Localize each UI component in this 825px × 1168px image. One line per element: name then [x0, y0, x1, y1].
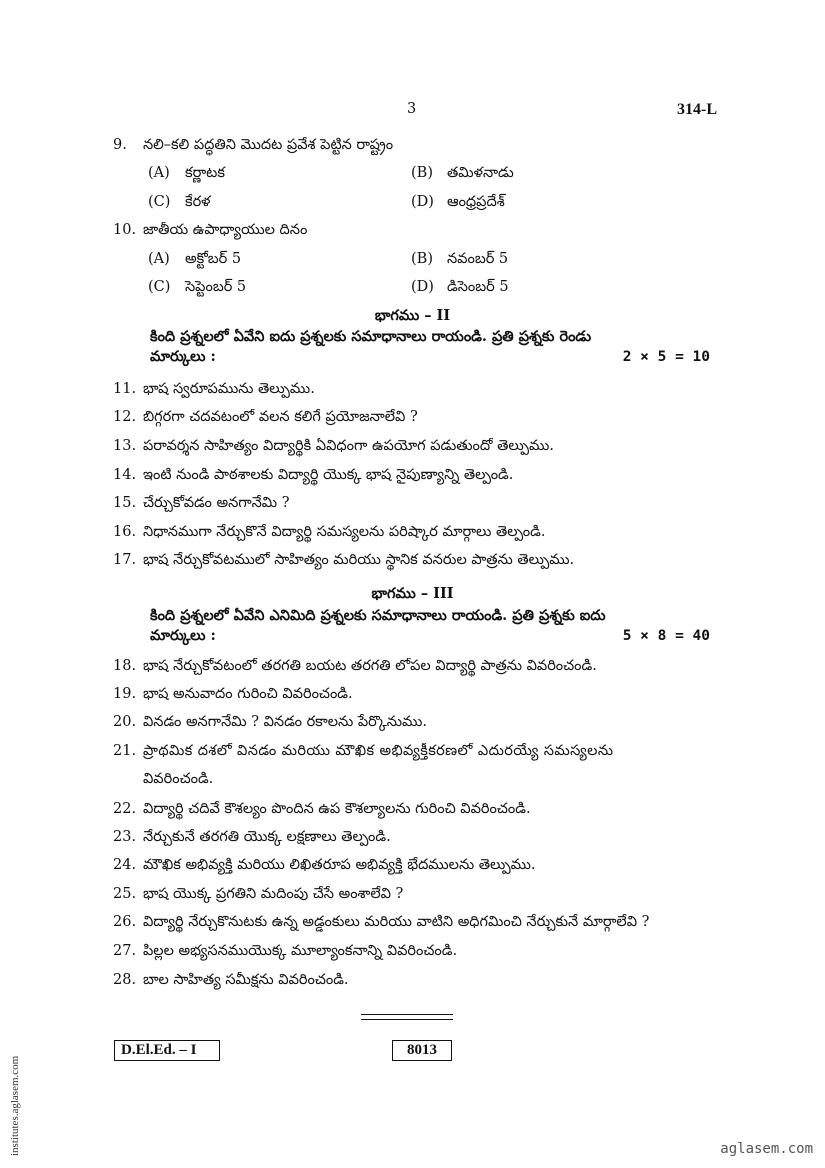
option-label: (B) — [411, 251, 433, 267]
question-text: మౌఖిక అభివ్యక్తి మరియు లిఖితరూప అభివ్యక్తి భేదములను తెల్పుము. — [143, 857, 536, 873]
option-text: సెప్టెంబర్ 5 — [185, 279, 247, 295]
question-number: 19. — [113, 686, 137, 702]
instruction-line: కింది ప్రశ్నలలో ఏవేని ఎనిమిది ప్రశ్నలకు సమాధానాలు రాయండి. ప్రతి ప్రశ్నకు ఐదు — [150, 607, 606, 624]
question-number: 24. — [113, 857, 137, 873]
question-text: పిల్లల అభ్యసనముయొక్క మూల్యాంకనాన్ని వివరించండి. — [143, 943, 458, 959]
question-number: 21. — [113, 743, 137, 759]
option-text: కర్ణాటక — [185, 165, 225, 181]
question-number: 15. — [113, 495, 137, 511]
question-number: 16. — [113, 524, 137, 540]
question-text: వినడం అనగానేమి ? వినడం రకాలను పేర్కొనుము. — [143, 714, 427, 730]
question-text: జాతీయ ఉపాధ్యాయుల దినం — [143, 222, 308, 238]
question-text: విద్యార్థి నేర్చుకొనుటకు ఉన్న అడ్డంకులు మరియు వాటిని అధిగమించి నేర్చుకునే మార్గాలేవి ? — [143, 914, 650, 930]
option-text: తమిళనాడు — [447, 165, 514, 181]
question-number: 13. — [113, 438, 137, 454]
page-number: 3 — [407, 101, 417, 117]
end-rule-top — [361, 1014, 453, 1015]
question-text: నేర్చుకునే తరగతి యొక్క లక్షణాలు తెల్పండి. — [143, 829, 391, 845]
end-rule-bottom — [361, 1019, 453, 1020]
option-label: (C) — [148, 194, 171, 210]
question-text: ఇంటి నుండి పాఠశాలకు విద్యార్థి యొక్క భాష నైపుణ్యాన్ని తెల్పండి. — [143, 467, 514, 483]
question-text: నిధానముగా నేర్చుకొనే విద్యార్థి సమస్యలను పరిష్కార మార్గాలు తెల్పండి. — [143, 524, 546, 540]
question-text: భాష నేర్చుకోవటములో సాహిత్యం మరియు స్థానిక వనరుల పాత్రను తెల్పుము. — [143, 552, 575, 568]
question-number: 27. — [113, 943, 137, 959]
question-number: 22. — [113, 801, 137, 817]
question-number: 11. — [113, 381, 137, 397]
option-text: కేరళ — [185, 194, 211, 210]
question-number: 14. — [113, 467, 137, 483]
bottom-watermark: aglasem.com — [720, 1141, 813, 1157]
question-text: నలి–కలి పద్ధతిని మొదట ప్రవేశ పెట్టిన రాష్ట్రం — [143, 137, 394, 153]
question-text: భాష అనువాదం గురించి వివరించండి. — [143, 686, 353, 702]
question-number: 12. — [113, 409, 137, 425]
question-text: చేర్చుకోవడం అనగానేమి ? — [143, 495, 290, 511]
question-number: 25. — [113, 886, 137, 902]
option-label: (B) — [411, 165, 433, 181]
course-box: D.El.Ed. – I — [114, 1040, 220, 1061]
question-text: పరావర్శన సాహిత్యం విద్యార్థికి ఏవిధంగా ఉపయోగ పడుతుందో తెల్పుము. — [143, 438, 554, 454]
option-text: ఆంధ్రప్రదేశ్ — [447, 194, 505, 210]
question-number: 10. — [113, 222, 137, 238]
option-label: (D) — [411, 194, 434, 210]
section-marks: 2 × 5 = 10 — [622, 349, 710, 365]
paper-code: 314-L — [677, 101, 717, 118]
option-text: నవంబర్ 5 — [447, 251, 509, 267]
option-label: (D) — [411, 279, 434, 295]
option-text: డిసెంబర్ 5 — [447, 279, 509, 295]
section-heading-part-2: భాగము – II — [374, 307, 451, 324]
instruction-line: మార్కులు : — [150, 627, 216, 644]
question-number: 28. — [113, 972, 137, 988]
question-text: బిగ్గరగా చదవటంలో వలన కలిగే ప్రయోజనాలేవి ? — [143, 409, 418, 425]
paper-number-box: 8013 — [392, 1040, 452, 1061]
question-text: భాష యొక్క ప్రగతిని మదింపు చేసే అంశాలేవి ? — [143, 886, 404, 902]
question-text: భాష స్వరూపమును తెల్పుము. — [143, 381, 315, 397]
option-text: అక్టోబర్ 5 — [185, 251, 242, 267]
question-text: విద్యార్థి చదివే కౌశల్యం పొందిన ఉప కౌశల్యాలను గురించి వివరించండి. — [143, 801, 531, 817]
question-number: 17. — [113, 552, 137, 568]
question-text: బాల సాహిత్య సమీక్షను వివరించండి. — [143, 972, 349, 988]
question-number: 9. — [113, 137, 127, 153]
question-number: 20. — [113, 714, 137, 730]
question-number: 23. — [113, 829, 137, 845]
instruction-line: కింది ప్రశ్నలలో ఏవేని ఐదు ప్రశ్నలకు సమాధానాలు రాయండి. ప్రతి ప్రశ్నకు రెండు — [150, 328, 592, 345]
question-number: 26. — [113, 914, 137, 930]
question-text: ప్రాథమిక దశలో వినడం మరియు మౌఖిక అభివ్యక్తీకరణలో ఎదురయ్యే సమస్యలను — [143, 743, 614, 759]
side-watermark: institutes.aglasem.com — [9, 1055, 21, 1156]
question-text: భాష నేర్చుకోవటంలో తరగతి బయట తరగతి లోపల విద్యార్థి పాత్రను వివరించండి. — [143, 658, 597, 674]
option-label: (A) — [148, 165, 170, 181]
question-text-continued: వివరించండి. — [143, 771, 214, 787]
option-label: (A) — [148, 251, 170, 267]
instruction-line: మార్కులు : — [150, 348, 216, 365]
section-marks: 5 × 8 = 40 — [622, 628, 710, 644]
section-heading-part-3: భాగము – III — [371, 585, 454, 602]
option-label: (C) — [148, 279, 171, 295]
question-number: 18. — [113, 658, 137, 674]
